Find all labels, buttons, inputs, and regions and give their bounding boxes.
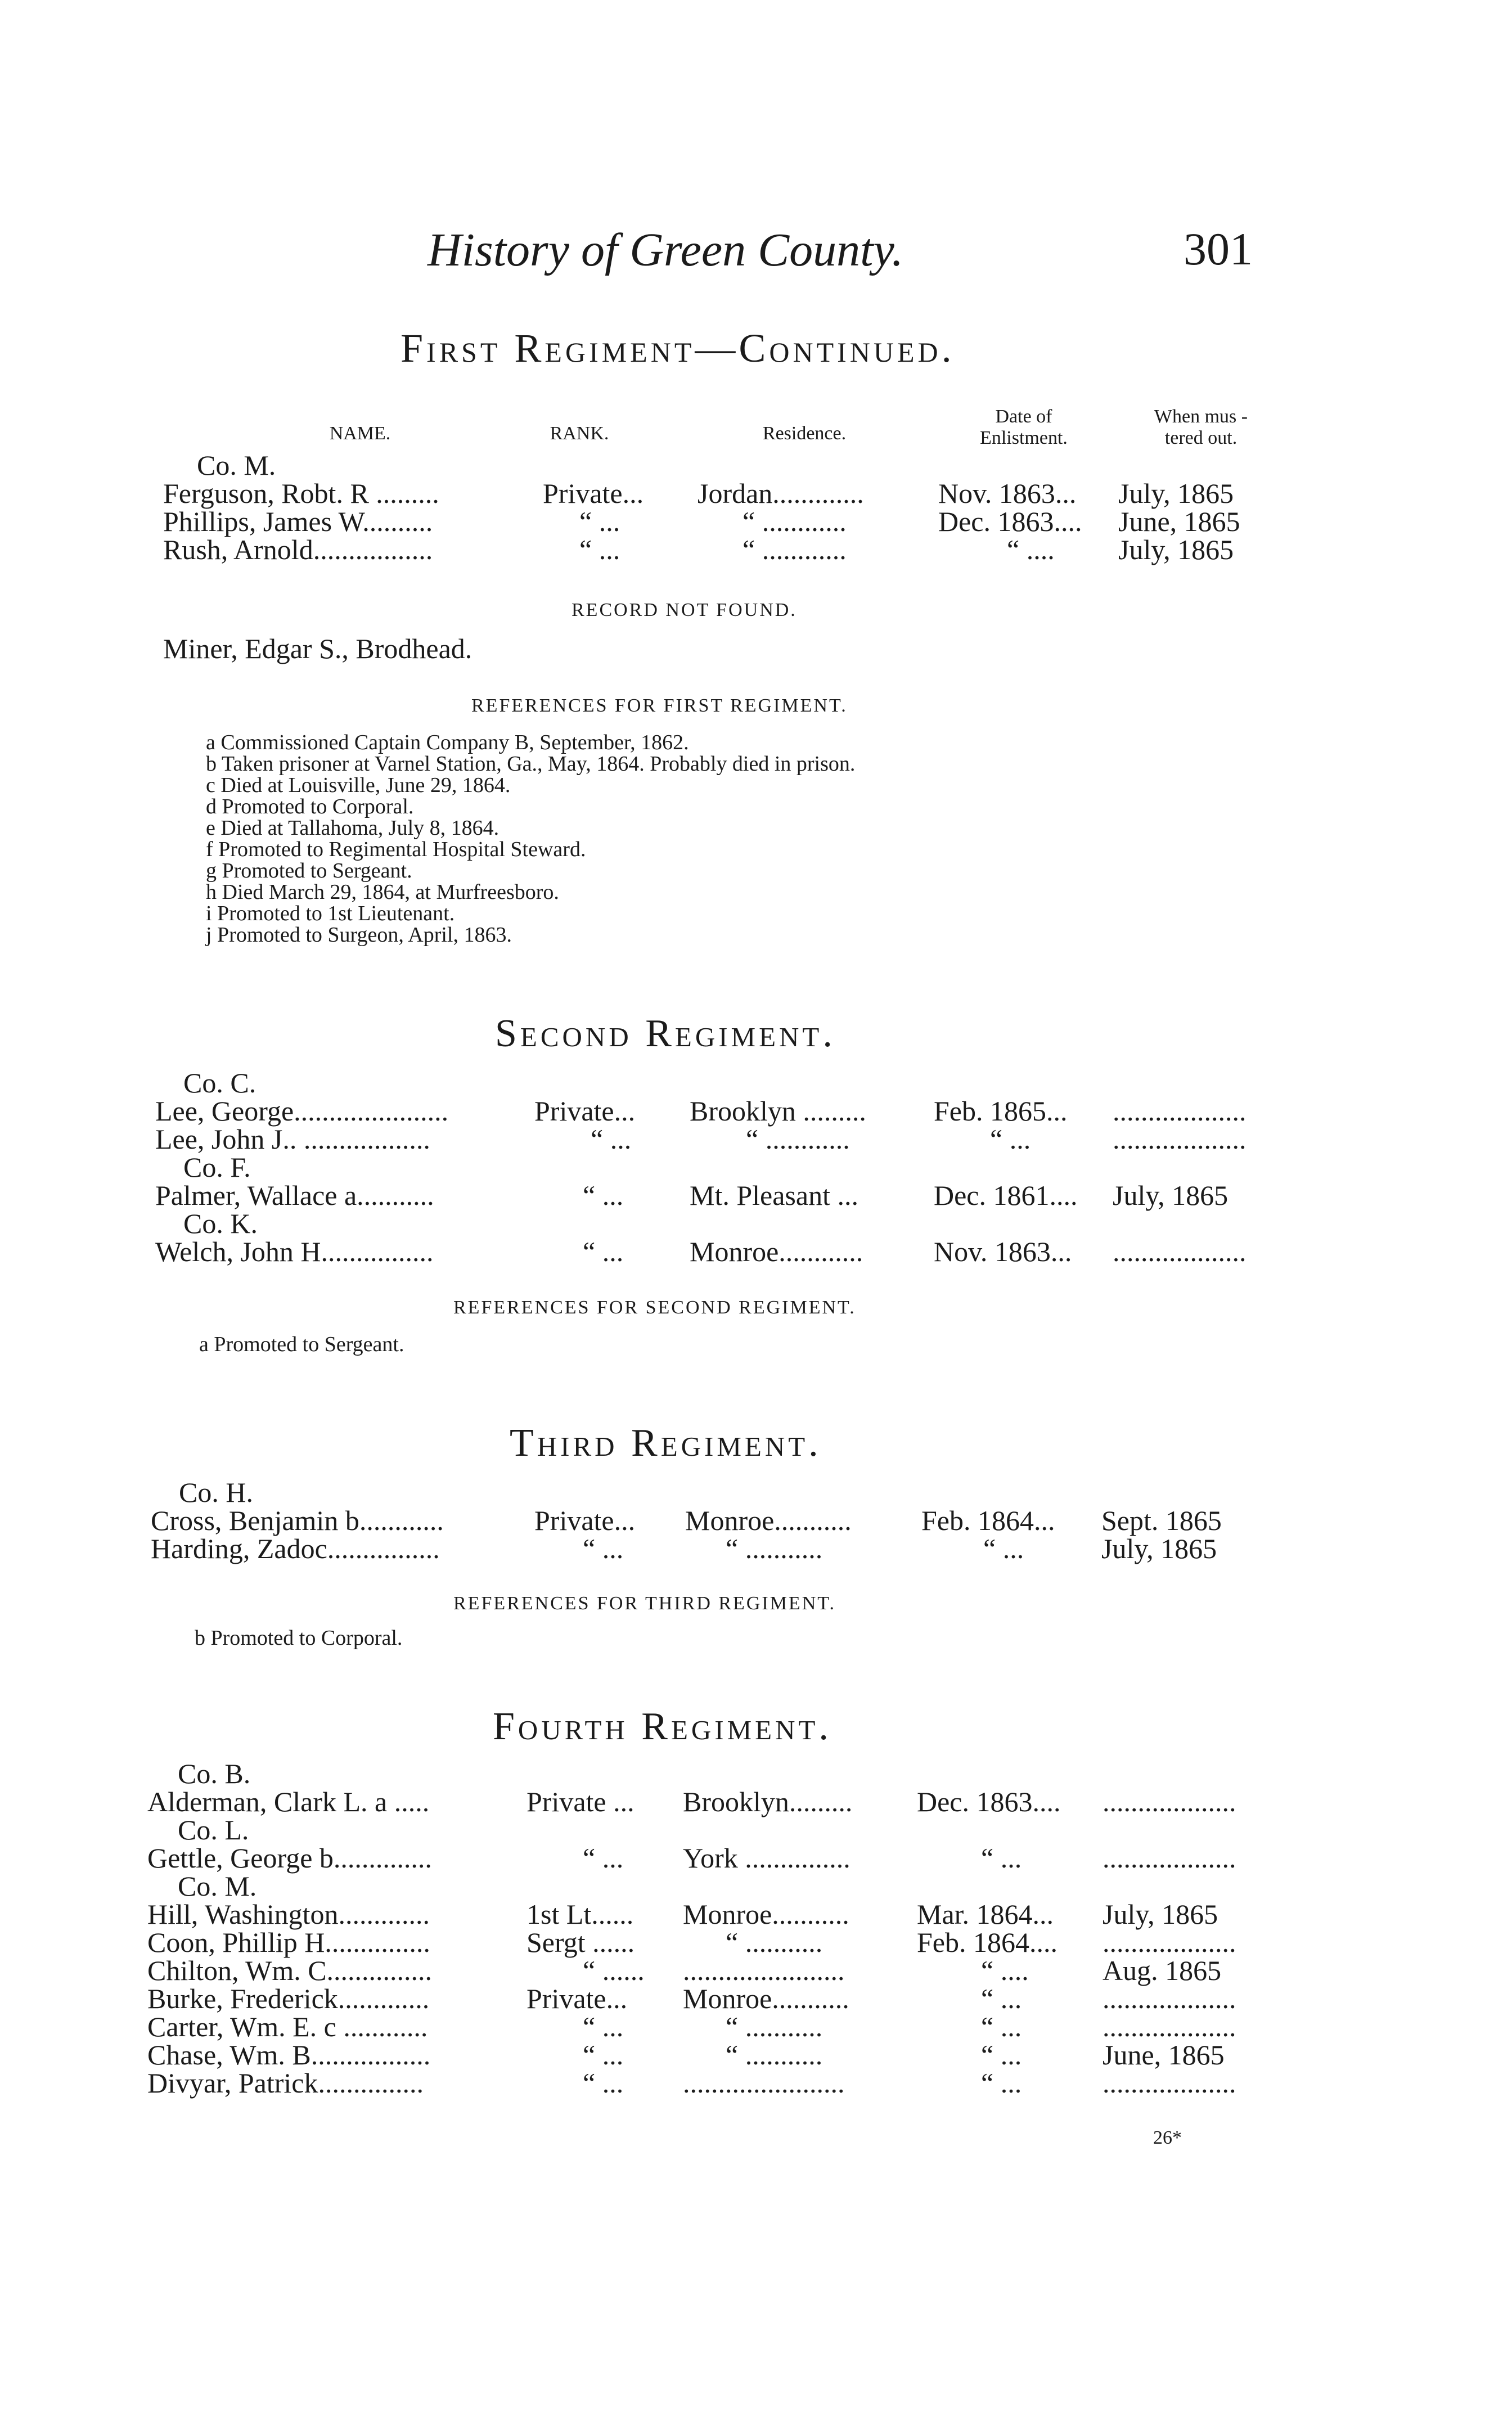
table-row-name: Phillips, James W..........	[163, 506, 433, 537]
table-row-name: Chase, Wm. B.................	[147, 2039, 431, 2071]
table-row-mustered: ...................	[1102, 1927, 1236, 1958]
table-row-residence: “ ............	[742, 506, 847, 537]
table-row-rank: “ ...	[579, 506, 620, 537]
table-row-residence: “ ...........	[726, 1533, 823, 1564]
table-row-name: Divyar, Patrick...............	[147, 2067, 424, 2099]
table-row-mustered: July, 1865	[1102, 1898, 1218, 1930]
reference-note: e Died at Tallahoma, July 8, 1864.	[206, 816, 500, 840]
reference-note: d Promoted to Corporal.	[206, 795, 414, 818]
page-number: 301	[1184, 223, 1253, 274]
references-heading: REFERENCES FOR THIRD REGIMENT.	[453, 1593, 836, 1614]
table-row-rank: 1st Lt......	[526, 1898, 634, 1930]
table-row-name: Welch, John H................	[155, 1236, 434, 1267]
company-label: Co. F.	[183, 1151, 251, 1183]
table-row-mustered: Sept. 1865	[1101, 1505, 1222, 1536]
column-header-mustered-line1: When mus -	[1154, 406, 1248, 427]
record-not-found-entry: Miner, Edgar S., Brodhead.	[163, 633, 472, 664]
table-row-date: Feb. 1864....	[917, 1927, 1058, 1958]
table-row-name: Ferguson, Robt. R .........	[163, 478, 439, 509]
column-header-name: NAME.	[329, 423, 391, 444]
table-row-residence: Monroe............	[690, 1236, 863, 1267]
reference-note: b Promoted to Corporal.	[195, 1626, 403, 1650]
table-row-rank: Private...	[543, 478, 644, 509]
table-row-date: “ ....	[981, 1955, 1029, 1986]
table-row-residence: Monroe...........	[683, 1983, 849, 2014]
table-row-rank: “ ...	[583, 1842, 624, 1874]
table-row-mustered: June, 1865	[1118, 506, 1240, 537]
table-row-residence: .......................	[683, 1955, 845, 1986]
table-row-name: Alderman, Clark L. a .....	[147, 1786, 430, 1817]
reference-note: a Commissioned Captain Company B, September, 1862.	[206, 731, 689, 754]
table-row-name: Gettle, George b..............	[147, 1842, 432, 1874]
signature-mark: 26*	[1153, 2127, 1182, 2148]
table-row-mustered: June, 1865	[1102, 2039, 1225, 2071]
table-row-name: Coon, Phillip H...............	[147, 1927, 430, 1958]
table-row-date: Dec. 1861....	[934, 1180, 1078, 1211]
table-row-date: “ ...	[981, 1842, 1022, 1874]
company-label: Co. M.	[178, 1870, 257, 1902]
table-row-rank: “ ...	[579, 534, 620, 565]
table-row-residence: Brooklyn.........	[683, 1786, 853, 1817]
running-title: History of Green County.	[428, 224, 904, 276]
table-row-residence: Brooklyn .........	[690, 1095, 866, 1127]
fourth-regiment-heading: Fourth Regiment.	[493, 1705, 832, 1748]
table-row-rank: Private ...	[526, 1786, 634, 1817]
table-row-date: “ ...	[981, 1983, 1022, 2014]
table-row-residence: Monroe...........	[685, 1505, 852, 1536]
record-not-found-heading: RECORD NOT FOUND.	[572, 600, 797, 620]
second-regiment-heading: Second Regiment.	[495, 1012, 836, 1055]
table-row-residence: Mt. Pleasant ...	[690, 1180, 858, 1211]
table-row-mustered: ...................	[1102, 2067, 1236, 2099]
company-label: Co. M.	[197, 449, 276, 481]
table-row-mustered: July, 1865	[1101, 1533, 1217, 1564]
table-row-date: “ ...	[990, 1123, 1031, 1155]
table-row-residence: “ ...........	[726, 1927, 823, 1958]
table-row-name: Rush, Arnold.................	[163, 534, 433, 565]
column-header-date-line1: Date of	[995, 406, 1052, 427]
table-row-name: Palmer, Wallace a...........	[155, 1180, 434, 1211]
first-regiment-heading: First Regiment—Continued.	[400, 326, 955, 371]
table-row-date: Dec. 1863....	[938, 506, 1082, 537]
table-row-name: Harding, Zadoc................	[151, 1533, 440, 1564]
reference-note: c Died at Louisville, June 29, 1864.	[206, 773, 511, 797]
table-row-date: Nov. 1863...	[934, 1236, 1072, 1267]
column-header-mustered	[1119, 406, 1282, 449]
table-row-rank: Private...	[534, 1505, 636, 1536]
company-label: Co. B.	[178, 1758, 251, 1789]
table-row-residence: Jordan.............	[698, 478, 864, 509]
table-row-rank: “ ...	[583, 1533, 624, 1564]
table-row-name: Hill, Washington.............	[147, 1898, 430, 1930]
table-row-rank: Private...	[526, 1983, 628, 2014]
company-label: Co. K.	[183, 1208, 258, 1239]
column-header-residence: Residence.	[762, 423, 847, 444]
table-row-rank: “ ...	[583, 2067, 624, 2099]
table-row-residence: “ ...........	[726, 2039, 823, 2071]
table-row-residence: “ ............	[742, 534, 847, 565]
column-header-rank: RANK.	[550, 423, 609, 444]
table-row-date: Nov. 1863...	[938, 478, 1077, 509]
table-row-mustered: July, 1865	[1113, 1180, 1228, 1211]
table-row-residence: “ ............	[746, 1123, 850, 1155]
table-row-residence: Monroe...........	[683, 1898, 849, 1930]
reference-note: f Promoted to Regimental Hospital Steward.	[206, 838, 586, 861]
table-row-mustered: ...................	[1102, 1842, 1236, 1874]
company-label: Co. L.	[178, 1814, 249, 1846]
table-row-rank: “ ...	[583, 1236, 624, 1267]
table-row-date: Feb. 1864...	[921, 1505, 1055, 1536]
reference-note: g Promoted to Sergeant.	[206, 859, 412, 883]
table-row-mustered: ...................	[1113, 1095, 1246, 1127]
table-row-name: Chilton, Wm. C...............	[147, 1955, 433, 1986]
table-row-date: Dec. 1863....	[917, 1786, 1061, 1817]
table-row-mustered: ...................	[1102, 1786, 1236, 1817]
table-row-mustered: ...................	[1102, 1983, 1236, 2014]
table-row-rank: “ ...	[583, 1180, 624, 1211]
reference-note: a Promoted to Sergeant.	[199, 1333, 404, 1356]
table-row-mustered: July, 1865	[1118, 534, 1234, 565]
references-heading: REFERENCES FOR SECOND REGIMENT.	[453, 1297, 856, 1318]
table-row-rank: “ ...	[591, 1123, 632, 1155]
table-row-rank: “ ...	[583, 2039, 624, 2071]
table-row-mustered: ...................	[1113, 1123, 1246, 1155]
table-row-mustered: Aug. 1865	[1102, 1955, 1222, 1986]
table-row-rank: Private...	[534, 1095, 636, 1127]
company-label: Co. C.	[183, 1067, 256, 1099]
table-row-residence: “ ...........	[726, 2011, 823, 2042]
table-row-rank: “ ...	[583, 2011, 624, 2042]
table-row-date: “ ...	[981, 2011, 1022, 2042]
table-row-rank: Sergt ......	[526, 1927, 635, 1958]
table-row-rank: “ ......	[583, 1955, 645, 1986]
table-row-residence: .......................	[683, 2067, 845, 2099]
reference-note: j Promoted to Surgeon, April, 1863.	[206, 923, 512, 947]
table-row-date: Mar. 1864...	[917, 1898, 1054, 1930]
column-header-date	[934, 406, 1114, 449]
table-row-date: Feb. 1865...	[934, 1095, 1068, 1127]
table-row-date: “ ....	[1007, 534, 1055, 565]
table-row-name: Lee, George......................	[155, 1095, 449, 1127]
reference-note: i Promoted to 1st Lieutenant.	[206, 902, 455, 925]
table-row-name: Cross, Benjamin b............	[151, 1505, 444, 1536]
company-label: Co. H.	[179, 1477, 253, 1508]
table-row-mustered: July, 1865	[1118, 478, 1234, 509]
column-header-date-line2: Enlistment.	[980, 428, 1068, 448]
table-row-mustered: ...................	[1113, 1236, 1246, 1267]
table-row-date: “ ...	[983, 1533, 1024, 1564]
table-row-name: Burke, Frederick.............	[147, 1983, 430, 2014]
column-header-mustered-line2: tered out.	[1164, 428, 1238, 448]
reference-note: b Taken prisoner at Varnel Station, Ga., May, 1864. Probably died in prison.	[206, 752, 856, 776]
table-row-name: Carter, Wm. E. c ............	[147, 2011, 428, 2042]
table-row-name: Lee, John J.. ..................	[155, 1123, 430, 1155]
table-row-date: “ ...	[981, 2039, 1022, 2071]
table-row-date: “ ...	[981, 2067, 1022, 2099]
third-regiment-heading: Third Regiment.	[510, 1421, 822, 1465]
table-row-residence: York ...............	[683, 1842, 850, 1874]
references-heading: REFERENCES FOR FIRST REGIMENT.	[471, 695, 848, 716]
reference-note: h Died March 29, 1864, at Murfreesboro.	[206, 880, 559, 904]
table-row-mustered: ...................	[1102, 2011, 1236, 2042]
